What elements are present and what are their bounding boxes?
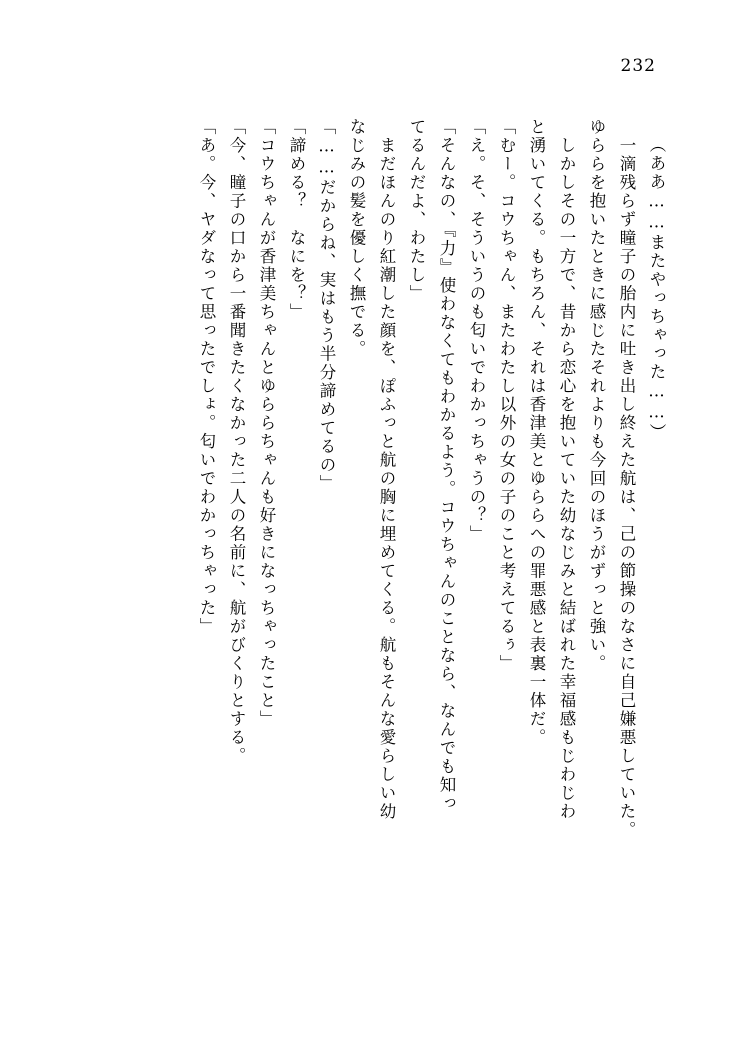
text-line: 「むー。コウちゃん、またわたし以外の女の子のこと考えてるぅ」 (497, 118, 516, 673)
text-line: てるんだよ、わたし」 (407, 118, 426, 303)
text-line: 「今、瞳子の口から一番聞きたくなかった二人の名前に、航がびくりとする。 (227, 118, 246, 766)
text-line: 一滴残らず瞳子の胎内に吐き出し終えた航は、己の節操のなさに自己嫌悪していた。 (617, 118, 636, 840)
text-line: 「そんなの、『力』使わなくてもわかるよう。コウちゃんのことなら、なんでも知っ (437, 118, 456, 813)
text-line: 「諦める？ なにを？」 (287, 118, 306, 322)
text-line: ゆららを抱いたときに感じたそれよりも今回のほうがずっと強い。 (587, 118, 606, 673)
vertical-text-body (72, 118, 664, 948)
text-line: 「……だからね、実はもう半分諦めてるの」 (317, 118, 336, 493)
text-line: 「あ。今、ヤダなって思ったでしょ。匂いでわかっちゃった」 (197, 118, 216, 636)
text-line: まだほんのり紅潮した顔を、ぽふっと航の胸に埋めてくる。航もそんな愛らしい幼 (377, 118, 396, 821)
text-line: と湧いてくる。もちろん、それは香津美とゆららへの罪悪感と表裏一体だ。 (527, 118, 546, 747)
text-line: なじみの髪を優しく撫でる。 (347, 118, 366, 359)
text-line: 「え。そ、そういうのも匂いでわかっちゃうの？」 (467, 118, 486, 544)
text-line: しかしその一方で、昔から恋心を抱いていた幼なじみと結ばれた幸福感もじわじわ (557, 118, 576, 821)
text-line: （ああ……またやっちゃった……） (647, 136, 666, 442)
page-number: 232 (620, 56, 656, 76)
text-line: 「コウちゃんが香津美ちゃんとゆららちゃんも好きになっちゃったこと」 (257, 118, 276, 729)
